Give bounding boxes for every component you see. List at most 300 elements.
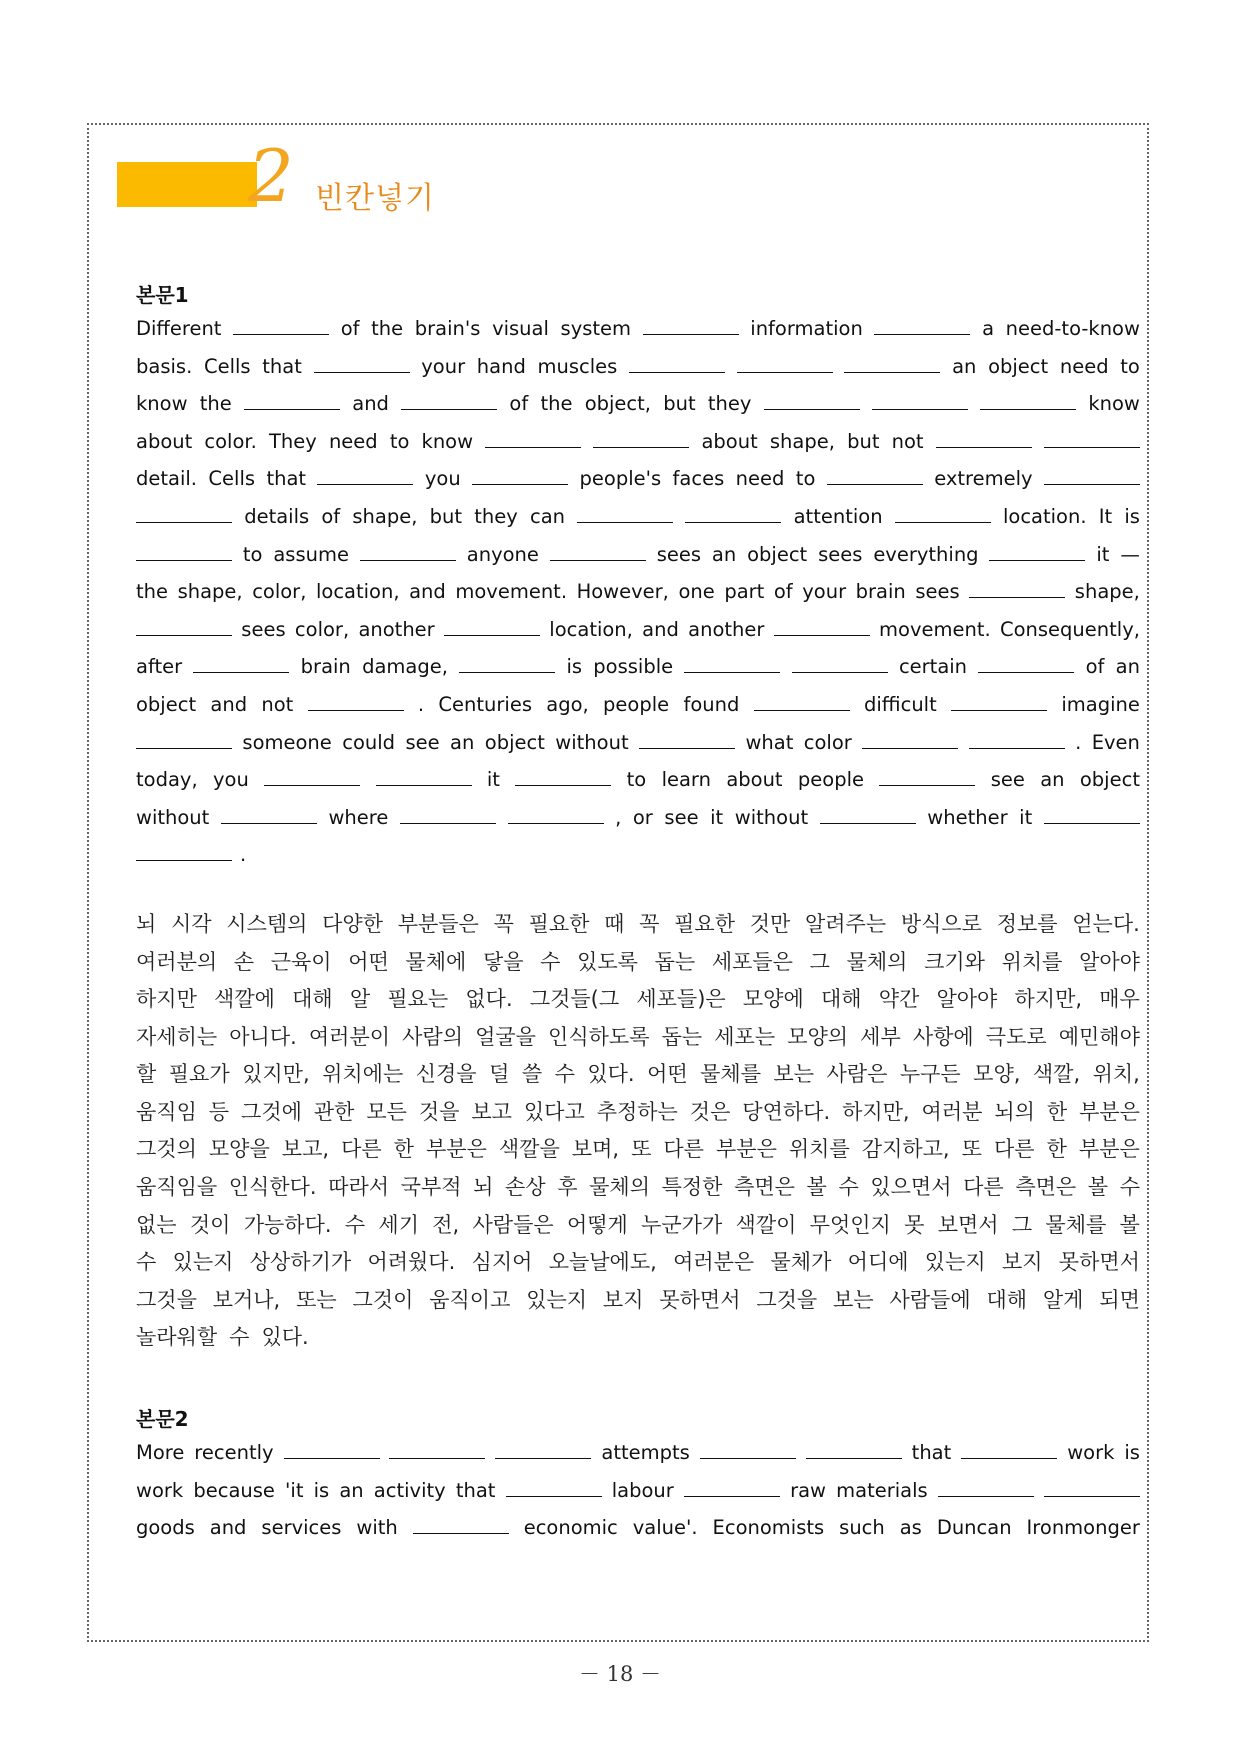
answer-blank[interactable] — [827, 460, 923, 485]
word: see — [405, 730, 440, 754]
answer-blank[interactable] — [284, 1434, 380, 1459]
translation-word: 어디에 — [847, 1250, 909, 1275]
translation-word: 보며, — [571, 1137, 620, 1162]
answer-blank[interactable] — [936, 423, 1032, 448]
translation-word: 사람들은 — [472, 1212, 554, 1237]
translation-word: 색깔이 — [735, 1212, 797, 1237]
word: attention — [793, 504, 883, 528]
translation-word: 뇌의 — [994, 1099, 1035, 1124]
translation-word: 것이 — [189, 1212, 231, 1237]
word: shape, — [1074, 580, 1140, 604]
translation-word: 수 — [344, 1212, 366, 1237]
translation-word: 보지 — [1001, 1250, 1043, 1275]
passage-2-title: 본문2 — [136, 1407, 189, 1431]
text-line — [136, 648, 1140, 686]
word: one — [678, 580, 715, 604]
answer-blank[interactable] — [459, 648, 555, 673]
translation-line — [136, 1019, 1140, 1057]
word: people's — [579, 467, 662, 491]
word: and — [352, 392, 389, 416]
word: detail. — [136, 467, 198, 491]
answer-blank[interactable] — [221, 799, 317, 824]
word: goods — [136, 1516, 195, 1540]
word: However, — [576, 580, 669, 604]
translation-word: 누구든 — [899, 1062, 961, 1087]
word: hand — [476, 354, 526, 378]
answer-blank[interactable] — [593, 423, 689, 448]
answer-blank[interactable] — [264, 761, 360, 786]
translation-word: 있는지 — [526, 1287, 588, 1312]
answer-blank[interactable] — [472, 460, 568, 485]
text-line — [136, 536, 1140, 574]
answer-blank[interactable] — [577, 498, 673, 523]
translation-word: 시각 — [171, 911, 212, 936]
translation-word: 볼 — [806, 1175, 827, 1200]
word: assume — [273, 542, 349, 566]
word: faces — [672, 467, 725, 491]
word: sees — [818, 542, 863, 566]
translation-word: 없는 — [136, 1212, 177, 1237]
answer-blank[interactable] — [1044, 423, 1140, 448]
word: that — [266, 467, 307, 491]
passage-2-english — [136, 1434, 1140, 1547]
translation-word: 있도록 — [577, 949, 638, 974]
translation-word: 위치에는 — [322, 1062, 404, 1087]
answer-blank[interactable] — [820, 799, 916, 824]
translation-word: 신경을 — [415, 1062, 477, 1087]
translation-word: 당연하다. — [742, 1099, 831, 1124]
answer-blank[interactable] — [314, 348, 410, 373]
answer-blank[interactable] — [874, 310, 970, 335]
section-number: 2 — [248, 134, 294, 218]
word: to — [389, 429, 410, 453]
translation-word: 색깔, — [1032, 1062, 1081, 1087]
translation-word: 꼭 — [639, 911, 660, 936]
answer-blank[interactable] — [506, 1472, 602, 1497]
word: with — [356, 1516, 398, 1540]
answer-blank[interactable] — [360, 536, 456, 561]
answer-blank[interactable] — [550, 536, 646, 561]
answer-blank[interactable] — [136, 611, 232, 636]
word: but — [663, 392, 696, 416]
translation-word: 움직임 — [136, 1099, 197, 1124]
word: information — [750, 317, 863, 340]
translation-word: 손상 — [505, 1175, 546, 1200]
translation-word: 있다. — [261, 1325, 309, 1350]
translation-word: 그것에 — [241, 1099, 302, 1124]
word: Economists — [712, 1516, 825, 1540]
word: of — [340, 317, 360, 340]
answer-blank[interactable] — [862, 724, 958, 749]
word: Consequently, — [999, 617, 1140, 641]
translation-word: 부분은 — [1079, 1099, 1140, 1124]
word: materials — [836, 1478, 928, 1502]
translation-word: 필요한 — [674, 911, 735, 936]
translation-word: 다양한 — [322, 911, 383, 936]
translation-word: 보고 — [471, 1099, 512, 1124]
answer-blank[interactable] — [764, 385, 860, 410]
word: not — [891, 429, 924, 453]
answer-blank[interactable] — [844, 348, 940, 373]
word: of — [773, 580, 793, 604]
word: the — [540, 392, 573, 416]
answer-blank[interactable] — [136, 836, 232, 861]
answer-blank[interactable] — [413, 1509, 509, 1534]
word: details — [244, 504, 310, 528]
word: could — [342, 730, 396, 754]
word: They — [268, 429, 317, 453]
translation-word: 수 — [1119, 1175, 1140, 1200]
translation-word: 움직이고 — [429, 1287, 511, 1312]
word: need-to-know — [1005, 317, 1140, 340]
word: object — [1079, 768, 1140, 792]
word: shape, — [177, 580, 243, 604]
translation-word: 대해 — [820, 987, 862, 1012]
answer-blank[interactable] — [233, 310, 329, 335]
word: know — [1088, 392, 1140, 416]
word: about — [136, 429, 193, 453]
answer-blank[interactable] — [136, 498, 232, 523]
word: 'it — [285, 1478, 304, 1502]
word: imagine — [1061, 692, 1140, 716]
answer-blank[interactable] — [629, 348, 725, 373]
translation-word: 볼 — [1119, 1212, 1140, 1237]
answer-blank[interactable] — [508, 799, 604, 824]
word: brain — [855, 580, 906, 604]
word: shape, — [769, 429, 835, 453]
word: an — [339, 1478, 364, 1502]
translation-line — [136, 1282, 1140, 1320]
translation-word: 보지 — [602, 1287, 644, 1312]
translation-word: 대해 — [986, 1287, 1028, 1312]
translation-word: 보면서 — [937, 1212, 999, 1237]
word: part — [724, 580, 765, 604]
translation-word: 놀라워할 — [136, 1325, 218, 1350]
passage-2 — [136, 1404, 1140, 1547]
translation-word: 그것들(그 — [529, 987, 620, 1012]
word: It — [1098, 504, 1113, 528]
translation-word: 사람은 — [826, 1062, 888, 1087]
text-line — [136, 310, 1140, 348]
translation-word: 가능하다. — [243, 1212, 332, 1237]
answer-blank[interactable] — [951, 686, 1047, 711]
word: color — [803, 730, 852, 754]
word: of — [1085, 655, 1105, 679]
word: they — [707, 392, 752, 416]
translation-word: 추정하는 — [596, 1099, 678, 1124]
translation-word: 알려주는 — [804, 911, 887, 936]
word: without — [555, 730, 629, 754]
translation-word: 물체를 — [700, 1062, 761, 1087]
word: that — [262, 354, 302, 378]
translation-word: 돕는 — [654, 949, 696, 974]
word: shape, — [352, 504, 418, 528]
word: economic — [523, 1516, 618, 1540]
word: know — [136, 392, 188, 416]
passage-1-english — [136, 310, 1140, 874]
answer-blank[interactable] — [308, 686, 404, 711]
word: of — [321, 504, 341, 528]
word: muscles — [537, 354, 618, 378]
answer-blank[interactable] — [643, 310, 739, 335]
word: you — [213, 768, 249, 792]
word: the — [371, 317, 404, 340]
word: another — [358, 617, 435, 641]
answer-blank[interactable] — [961, 1434, 1057, 1459]
translation-word: 인식한다. — [228, 1175, 317, 1200]
translation-word: 세포들은 — [711, 949, 793, 974]
answer-blank[interactable] — [495, 1434, 591, 1459]
translation-word: 여러분 — [921, 1099, 983, 1124]
answer-blank[interactable] — [684, 648, 780, 673]
translation-word: 어떻게 — [566, 1212, 628, 1237]
answer-blank[interactable] — [969, 724, 1065, 749]
word: is — [1124, 1441, 1140, 1464]
word: an — [1115, 655, 1140, 679]
answer-blank[interactable] — [774, 611, 870, 636]
word: a — [982, 317, 995, 340]
word: or — [632, 805, 653, 829]
translation-word: 것은 — [689, 1099, 731, 1124]
translation-word: 관한 — [313, 1099, 355, 1124]
translation-word: 있다고 — [523, 1099, 585, 1124]
answer-blank[interactable] — [700, 1434, 796, 1459]
translation-word: 그것을 — [756, 1287, 818, 1312]
translation-word: 뇌 — [473, 1175, 494, 1200]
word: location, — [549, 617, 633, 641]
translation-word: 없다. — [465, 987, 513, 1012]
translation-word: 덜 — [489, 1062, 510, 1087]
section-header-bar — [117, 162, 257, 207]
answer-blank[interactable] — [978, 648, 1074, 673]
translation-word: 부분들은 — [397, 911, 479, 936]
word: what — [745, 730, 794, 754]
word: . — [1075, 730, 1082, 754]
translation-word: 색깔을 — [498, 1137, 560, 1162]
answer-blank[interactable] — [872, 385, 968, 410]
translation-word: 세포들)은 — [636, 987, 726, 1012]
word: and — [409, 580, 446, 604]
word: to — [1120, 354, 1140, 378]
translation-line — [136, 1094, 1140, 1132]
translation-word: 대해 — [292, 987, 333, 1012]
translation-word: 모든 — [366, 1099, 407, 1124]
text-line — [136, 385, 1140, 423]
word: an — [450, 730, 475, 754]
answer-blank[interactable] — [895, 498, 991, 523]
word: object — [747, 542, 808, 566]
word: after — [136, 655, 183, 679]
translation-word: 그것이 — [352, 1287, 414, 1312]
translation-line — [136, 906, 1140, 944]
answer-blank[interactable] — [136, 724, 232, 749]
word: an — [1040, 768, 1065, 792]
word: learn — [661, 768, 711, 792]
translation-word: 정보를 — [996, 911, 1058, 936]
word: attempts — [601, 1441, 690, 1464]
translation-word: 수 — [540, 949, 561, 974]
word: — — [1120, 542, 1140, 566]
translation-word: 그것을 — [136, 1287, 197, 1312]
translation-word: 수 — [229, 1325, 250, 1350]
text-line — [136, 1509, 1140, 1547]
text-line — [136, 573, 1140, 611]
word: Centuries — [438, 692, 532, 716]
translation-word: 약간 — [878, 987, 920, 1012]
answer-blank[interactable] — [1044, 799, 1140, 824]
translation-word: 누군가가 — [641, 1212, 723, 1237]
answer-blank[interactable] — [400, 799, 496, 824]
word: raw — [790, 1478, 826, 1502]
translation-word: 한 — [393, 1137, 414, 1162]
answer-blank[interactable] — [389, 1434, 485, 1459]
translation-line — [136, 1169, 1140, 1207]
word: work — [136, 1478, 184, 1502]
translation-word: 물체가 — [770, 1250, 832, 1275]
answer-blank[interactable] — [806, 1434, 902, 1459]
translation-word: 돕는 — [661, 1024, 703, 1049]
answer-blank[interactable] — [444, 611, 540, 636]
word: that — [911, 1441, 952, 1464]
word: someone — [242, 730, 332, 754]
translation-word: 사람의 — [402, 1024, 463, 1049]
word: object — [988, 354, 1049, 378]
translation-word: 색깔에 — [214, 987, 275, 1012]
word: ago, — [546, 692, 589, 716]
word: Even — [1091, 730, 1140, 754]
translation-word: 다른 — [963, 1175, 1004, 1200]
translation-word: 그 — [809, 949, 830, 974]
answer-blank[interactable] — [244, 385, 340, 410]
answer-blank[interactable] — [754, 686, 850, 711]
answer-blank[interactable] — [737, 348, 833, 373]
translation-word: 알아야 — [1079, 949, 1140, 974]
word: whether — [927, 805, 1008, 829]
translation-word: 보는 — [773, 1062, 815, 1087]
word: found — [683, 692, 740, 716]
translation-word: 특정한 — [661, 1175, 723, 1200]
section-title: 빈칸넣기 — [315, 181, 435, 216]
answer-blank[interactable] — [317, 460, 413, 485]
translation-word: 세포는 — [714, 1024, 776, 1049]
word: an — [952, 354, 977, 378]
word: damage, — [362, 655, 448, 679]
word: that — [455, 1478, 496, 1502]
word: difficult — [863, 692, 937, 716]
word: the — [199, 392, 232, 416]
word: color. — [204, 429, 257, 453]
translation-word: 위치를 — [788, 1137, 850, 1162]
translation-word: 얻는다. — [1072, 911, 1140, 936]
answer-blank[interactable] — [515, 761, 611, 786]
translation-word: 하지만, — [1014, 987, 1083, 1012]
translation-word: 꼭 — [493, 911, 514, 936]
answer-blank[interactable] — [136, 536, 232, 561]
translation-word: 오늘날에도, — [548, 1250, 657, 1275]
word: to — [242, 542, 263, 566]
word: Cells — [208, 467, 256, 491]
translation-line — [136, 1207, 1140, 1245]
translation-word: 물체의 — [589, 1175, 650, 1200]
translation-word: 수 — [554, 1062, 575, 1087]
translation-word: 필요는 — [387, 987, 449, 1012]
translation-word: 부분은 — [716, 1137, 777, 1162]
answer-blank[interactable] — [639, 724, 735, 749]
translation-word: 여러분은 — [673, 1250, 755, 1275]
answer-blank[interactable] — [969, 573, 1065, 598]
answer-blank[interactable] — [401, 385, 497, 410]
answer-blank[interactable] — [685, 498, 781, 523]
word: because — [193, 1478, 275, 1502]
word: labour — [611, 1478, 674, 1502]
translation-line — [136, 1131, 1140, 1169]
answer-blank[interactable] — [1044, 460, 1140, 485]
translation-word: 때 — [604, 911, 625, 936]
word: an — [711, 542, 737, 566]
word: and — [209, 1516, 247, 1540]
translation-word: 사람들에 — [889, 1287, 971, 1312]
translation-word: 수 — [838, 1175, 859, 1200]
answer-blank[interactable] — [879, 761, 975, 786]
answer-blank[interactable] — [485, 423, 581, 448]
word: is — [1124, 504, 1140, 528]
translation-line — [136, 981, 1140, 1019]
translation-word: 것만 — [749, 911, 791, 936]
translation-word: 손 — [233, 949, 255, 974]
translation-word: 다른 — [663, 1137, 704, 1162]
answer-blank[interactable] — [684, 1472, 780, 1497]
word: people — [797, 768, 865, 792]
answer-blank[interactable] — [376, 761, 472, 786]
translation-word: 어려웠다. — [367, 1250, 456, 1275]
translation-word: 알 — [349, 987, 371, 1012]
translation-word: 또 — [961, 1137, 982, 1162]
text-line — [136, 836, 1140, 874]
translation-word: 여러분이 — [308, 1024, 391, 1049]
word: people — [603, 692, 670, 716]
translation-word: 등 — [208, 1099, 230, 1124]
translation-word: 얼굴을 — [475, 1024, 536, 1049]
word: see — [990, 768, 1025, 792]
translation-word: 근육이 — [270, 949, 332, 974]
passage-1-translation — [136, 906, 1140, 1357]
word: everything — [873, 542, 979, 566]
word: basis. — [136, 354, 193, 378]
word: More — [136, 1441, 185, 1464]
answer-blank[interactable] — [193, 648, 289, 673]
answer-blank[interactable] — [1044, 1472, 1140, 1497]
translation-line — [136, 1244, 1140, 1282]
translation-word: 볼 — [1087, 1175, 1109, 1200]
answer-blank[interactable] — [938, 1472, 1034, 1497]
word: value'. — [632, 1516, 698, 1540]
word: they — [474, 504, 518, 528]
translation-word: 못하면서 — [659, 1287, 741, 1312]
translation-word: 심지어 — [471, 1250, 533, 1275]
translation-word: 물체를 — [1045, 1212, 1107, 1237]
word: see — [664, 805, 699, 829]
answer-blank[interactable] — [989, 536, 1085, 561]
answer-blank[interactable] — [792, 648, 888, 673]
word: your — [421, 354, 466, 378]
answer-blank[interactable] — [980, 385, 1076, 410]
translation-word: 여러분의 — [136, 949, 218, 974]
translation-word: 있지만, — [242, 1062, 310, 1087]
word: extremely — [934, 467, 1033, 491]
translation-word: 있는지 — [172, 1250, 234, 1275]
translation-word: 측면은 — [734, 1175, 795, 1200]
word: to — [795, 467, 816, 491]
